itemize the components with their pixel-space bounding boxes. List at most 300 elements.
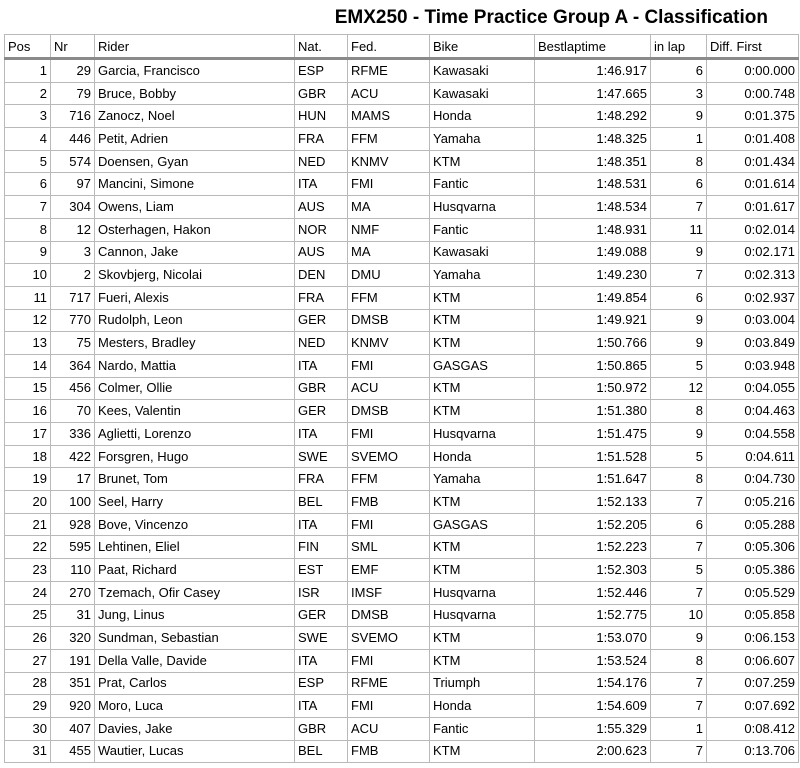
cell-nr: 320 (51, 627, 95, 650)
table-row (5, 400, 799, 423)
cell-pos: 24 (5, 581, 51, 604)
cell-bestlaptime: 1:48.531 (535, 173, 651, 196)
cell-fed: FMI (348, 423, 430, 446)
cell-pos: 8 (5, 218, 51, 241)
cell-pos: 21 (5, 513, 51, 536)
cell-nr: 97 (51, 173, 95, 196)
cell-pos: 6 (5, 173, 51, 196)
cell-rider: Prat, Carlos (95, 672, 295, 695)
cell-bike: KTM (430, 286, 535, 309)
cell-nat: ITA (295, 513, 348, 536)
cell-nr: 920 (51, 695, 95, 718)
cell-bike: Husqvarna (430, 196, 535, 219)
cell-in-lap: 5 (651, 559, 707, 582)
cell-in-lap: 6 (651, 59, 707, 83)
cell-rider: Cannon, Jake (95, 241, 295, 264)
cell-nat: ESP (295, 672, 348, 695)
cell-pos: 28 (5, 672, 51, 695)
cell-fed: RFME (348, 672, 430, 695)
table-row (5, 82, 799, 105)
cell-rider: Zanocz, Noel (95, 105, 295, 128)
table-row (5, 173, 799, 196)
table-body (5, 59, 799, 763)
cell-diff-first: 0:02.014 (707, 218, 799, 241)
cell-bike: KTM (430, 627, 535, 650)
cell-in-lap: 9 (651, 423, 707, 446)
cell-bestlaptime: 1:52.446 (535, 581, 651, 604)
table-row (5, 128, 799, 151)
cell-diff-first: 0:05.858 (707, 604, 799, 627)
cell-diff-first: 0:02.171 (707, 241, 799, 264)
cell-nat: ISR (295, 581, 348, 604)
cell-pos: 7 (5, 196, 51, 219)
cell-rider: Aglietti, Lorenzo (95, 423, 295, 446)
table-row (5, 354, 799, 377)
cell-bike: Honda (430, 445, 535, 468)
cell-fed: SVEMO (348, 445, 430, 468)
cell-fed: DMSB (348, 309, 430, 332)
cell-pos: 25 (5, 604, 51, 627)
cell-pos: 15 (5, 377, 51, 400)
cell-rider: Della Valle, Davide (95, 649, 295, 672)
cell-nr: 336 (51, 423, 95, 446)
cell-in-lap: 6 (651, 513, 707, 536)
cell-in-lap: 7 (651, 264, 707, 287)
cell-fed: FMI (348, 695, 430, 718)
cell-nr: 17 (51, 468, 95, 491)
cell-bike: Honda (430, 695, 535, 718)
cell-fed: FMB (348, 740, 430, 763)
cell-bestlaptime: 1:49.921 (535, 309, 651, 332)
cell-fed: IMSF (348, 581, 430, 604)
cell-bike: KTM (430, 400, 535, 423)
cell-fed: DMSB (348, 604, 430, 627)
cell-pos: 11 (5, 286, 51, 309)
cell-nat: ITA (295, 695, 348, 718)
cell-in-lap: 11 (651, 218, 707, 241)
cell-rider: Bove, Vincenzo (95, 513, 295, 536)
cell-fed: FMI (348, 173, 430, 196)
classification-table (4, 34, 799, 763)
cell-diff-first: 0:04.463 (707, 400, 799, 423)
table-row (5, 559, 799, 582)
cell-nat: AUS (295, 241, 348, 264)
cell-bike: KTM (430, 649, 535, 672)
cell-nat: GER (295, 604, 348, 627)
cell-pos: 1 (5, 59, 51, 83)
cell-nat: GER (295, 400, 348, 423)
cell-fed: MA (348, 196, 430, 219)
table-row (5, 604, 799, 627)
cell-in-lap: 6 (651, 286, 707, 309)
cell-pos: 22 (5, 536, 51, 559)
table-row (5, 717, 799, 740)
cell-fed: KNMV (348, 150, 430, 173)
cell-nat: AUS (295, 196, 348, 219)
cell-in-lap: 1 (651, 128, 707, 151)
page-title: EMX250 - Time Practice Group A - Classification (334, 7, 768, 28)
cell-bestlaptime: 1:54.176 (535, 672, 651, 695)
cell-nat: NED (295, 150, 348, 173)
cell-nat: ESP (295, 59, 348, 83)
cell-in-lap: 1 (651, 717, 707, 740)
cell-nat: FRA (295, 286, 348, 309)
cell-diff-first: 0:03.849 (707, 332, 799, 355)
cell-nr: 716 (51, 105, 95, 128)
header-nat: Nat. (295, 35, 348, 59)
table-row (5, 309, 799, 332)
table-row (5, 445, 799, 468)
cell-pos: 18 (5, 445, 51, 468)
cell-bike: Yamaha (430, 264, 535, 287)
cell-bike: Husqvarna (430, 423, 535, 446)
header-bike: Bike (430, 35, 535, 59)
cell-bestlaptime: 1:46.917 (535, 59, 651, 83)
table-row (5, 627, 799, 650)
cell-in-lap: 8 (651, 150, 707, 173)
header-bestlaptime: Bestlaptime (535, 35, 651, 59)
cell-in-lap: 5 (651, 445, 707, 468)
cell-diff-first: 0:04.730 (707, 468, 799, 491)
cell-pos: 5 (5, 150, 51, 173)
cell-pos: 20 (5, 491, 51, 514)
cell-rider: Doensen, Gyan (95, 150, 295, 173)
cell-pos: 26 (5, 627, 51, 650)
cell-bike: GASGAS (430, 513, 535, 536)
cell-bike: KTM (430, 536, 535, 559)
cell-in-lap: 9 (651, 309, 707, 332)
cell-bike: Husqvarna (430, 581, 535, 604)
cell-nr: 100 (51, 491, 95, 514)
cell-bestlaptime: 2:00.623 (535, 740, 651, 763)
cell-bike: Husqvarna (430, 604, 535, 627)
cell-nat: BEL (295, 740, 348, 763)
cell-diff-first: 0:02.937 (707, 286, 799, 309)
cell-in-lap: 9 (651, 332, 707, 355)
cell-nr: 304 (51, 196, 95, 219)
cell-rider: Wautier, Lucas (95, 740, 295, 763)
table-row (5, 536, 799, 559)
cell-in-lap: 7 (651, 536, 707, 559)
header-pos: Pos (5, 35, 51, 59)
table-row (5, 59, 799, 83)
cell-rider: Forsgren, Hugo (95, 445, 295, 468)
cell-diff-first: 0:04.055 (707, 377, 799, 400)
cell-nat: DEN (295, 264, 348, 287)
cell-nr: 31 (51, 604, 95, 627)
cell-bestlaptime: 1:48.534 (535, 196, 651, 219)
cell-bike: KTM (430, 309, 535, 332)
cell-rider: Petit, Adrien (95, 128, 295, 151)
cell-fed: ACU (348, 377, 430, 400)
cell-nr: 455 (51, 740, 95, 763)
table-header-row (5, 35, 799, 59)
cell-rider: Moro, Luca (95, 695, 295, 718)
cell-nr: 70 (51, 400, 95, 423)
cell-rider: Skovbjerg, Nicolai (95, 264, 295, 287)
cell-rider: Sundman, Sebastian (95, 627, 295, 650)
cell-rider: Brunet, Tom (95, 468, 295, 491)
cell-bestlaptime: 1:49.088 (535, 241, 651, 264)
table-row (5, 513, 799, 536)
cell-fed: EMF (348, 559, 430, 582)
cell-fed: ACU (348, 82, 430, 105)
cell-bike: Honda (430, 105, 535, 128)
cell-diff-first: 0:05.529 (707, 581, 799, 604)
cell-nat: ITA (295, 649, 348, 672)
cell-in-lap: 8 (651, 400, 707, 423)
cell-nat: SWE (295, 445, 348, 468)
cell-bestlaptime: 1:53.070 (535, 627, 651, 650)
table-row (5, 332, 799, 355)
cell-rider: Fueri, Alexis (95, 286, 295, 309)
cell-fed: KNMV (348, 332, 430, 355)
cell-nat: NOR (295, 218, 348, 241)
cell-bestlaptime: 1:53.524 (535, 649, 651, 672)
cell-nat: ITA (295, 354, 348, 377)
cell-bike: KTM (430, 559, 535, 582)
cell-diff-first: 0:06.607 (707, 649, 799, 672)
cell-nr: 29 (51, 59, 95, 83)
table-row (5, 491, 799, 514)
cell-bestlaptime: 1:51.528 (535, 445, 651, 468)
cell-nat: GBR (295, 717, 348, 740)
table-row (5, 740, 799, 763)
header-in-lap: in lap (651, 35, 707, 59)
table-row (5, 196, 799, 219)
cell-in-lap: 3 (651, 82, 707, 105)
cell-bestlaptime: 1:48.351 (535, 150, 651, 173)
cell-fed: SML (348, 536, 430, 559)
table-row (5, 423, 799, 446)
cell-pos: 10 (5, 264, 51, 287)
cell-nr: 928 (51, 513, 95, 536)
cell-in-lap: 7 (651, 196, 707, 219)
cell-in-lap: 12 (651, 377, 707, 400)
cell-nr: 574 (51, 150, 95, 173)
cell-rider: Kees, Valentin (95, 400, 295, 423)
cell-in-lap: 8 (651, 649, 707, 672)
table-row (5, 581, 799, 604)
cell-nr: 456 (51, 377, 95, 400)
cell-nr: 79 (51, 82, 95, 105)
cell-pos: 2 (5, 82, 51, 105)
cell-nr: 3 (51, 241, 95, 264)
cell-rider: Lehtinen, Eliel (95, 536, 295, 559)
table-row (5, 150, 799, 173)
cell-nr: 595 (51, 536, 95, 559)
cell-pos: 12 (5, 309, 51, 332)
cell-diff-first: 0:00.748 (707, 82, 799, 105)
cell-nat: FIN (295, 536, 348, 559)
cell-bike: KTM (430, 150, 535, 173)
cell-nr: 2 (51, 264, 95, 287)
cell-nr: 110 (51, 559, 95, 582)
cell-fed: FFM (348, 128, 430, 151)
cell-in-lap: 7 (651, 581, 707, 604)
cell-rider: Owens, Liam (95, 196, 295, 219)
cell-in-lap: 7 (651, 672, 707, 695)
cell-pos: 31 (5, 740, 51, 763)
cell-bestlaptime: 1:51.475 (535, 423, 651, 446)
cell-pos: 9 (5, 241, 51, 264)
cell-pos: 14 (5, 354, 51, 377)
cell-bestlaptime: 1:50.766 (535, 332, 651, 355)
cell-diff-first: 0:04.611 (707, 445, 799, 468)
cell-nat: BEL (295, 491, 348, 514)
cell-fed: NMF (348, 218, 430, 241)
cell-rider: Jung, Linus (95, 604, 295, 627)
cell-rider: Osterhagen, Hakon (95, 218, 295, 241)
cell-pos: 17 (5, 423, 51, 446)
cell-diff-first: 0:05.386 (707, 559, 799, 582)
cell-in-lap: 9 (651, 241, 707, 264)
header-fed: Fed. (348, 35, 430, 59)
cell-nat: GBR (295, 377, 348, 400)
cell-pos: 19 (5, 468, 51, 491)
cell-bike: Kawasaki (430, 241, 535, 264)
table-row (5, 286, 799, 309)
cell-bestlaptime: 1:50.972 (535, 377, 651, 400)
cell-bestlaptime: 1:52.205 (535, 513, 651, 536)
cell-rider: Bruce, Bobby (95, 82, 295, 105)
cell-fed: MAMS (348, 105, 430, 128)
cell-nr: 717 (51, 286, 95, 309)
cell-bike: Kawasaki (430, 82, 535, 105)
cell-bestlaptime: 1:55.329 (535, 717, 651, 740)
cell-rider: Tzemach, Ofir Casey (95, 581, 295, 604)
cell-bestlaptime: 1:48.931 (535, 218, 651, 241)
cell-rider: Garcia, Francisco (95, 59, 295, 83)
cell-in-lap: 9 (651, 105, 707, 128)
cell-diff-first: 0:07.692 (707, 695, 799, 718)
cell-fed: FFM (348, 468, 430, 491)
cell-in-lap: 9 (651, 627, 707, 650)
cell-rider: Mancini, Simone (95, 173, 295, 196)
cell-rider: Nardo, Mattia (95, 354, 295, 377)
cell-nr: 75 (51, 332, 95, 355)
header-diff-first: Diff. First (707, 35, 799, 59)
cell-pos: 3 (5, 105, 51, 128)
cell-bike: Yamaha (430, 468, 535, 491)
cell-rider: Rudolph, Leon (95, 309, 295, 332)
cell-bestlaptime: 1:52.775 (535, 604, 651, 627)
cell-nat: EST (295, 559, 348, 582)
cell-bestlaptime: 1:48.292 (535, 105, 651, 128)
cell-nat: ITA (295, 173, 348, 196)
cell-bike: Yamaha (430, 128, 535, 151)
cell-pos: 4 (5, 128, 51, 151)
cell-nr: 270 (51, 581, 95, 604)
cell-rider: Mesters, Bradley (95, 332, 295, 355)
cell-fed: ACU (348, 717, 430, 740)
cell-rider: Seel, Harry (95, 491, 295, 514)
cell-bike: GASGAS (430, 354, 535, 377)
cell-bike: Fantic (430, 218, 535, 241)
header-rider: Rider (95, 35, 295, 59)
cell-bestlaptime: 1:47.665 (535, 82, 651, 105)
cell-pos: 23 (5, 559, 51, 582)
cell-bike: Fantic (430, 717, 535, 740)
cell-fed: FMB (348, 491, 430, 514)
cell-bestlaptime: 1:52.303 (535, 559, 651, 582)
cell-diff-first: 0:01.375 (707, 105, 799, 128)
cell-nr: 422 (51, 445, 95, 468)
table-row (5, 105, 799, 128)
cell-nr: 12 (51, 218, 95, 241)
cell-diff-first: 0:01.614 (707, 173, 799, 196)
cell-bike: KTM (430, 332, 535, 355)
cell-diff-first: 0:03.948 (707, 354, 799, 377)
cell-bike: KTM (430, 491, 535, 514)
cell-fed: FMI (348, 649, 430, 672)
cell-nat: ITA (295, 423, 348, 446)
cell-diff-first: 0:07.259 (707, 672, 799, 695)
cell-nat: HUN (295, 105, 348, 128)
cell-nat: SWE (295, 627, 348, 650)
cell-in-lap: 7 (651, 491, 707, 514)
cell-pos: 13 (5, 332, 51, 355)
cell-bike: Fantic (430, 173, 535, 196)
cell-bestlaptime: 1:52.223 (535, 536, 651, 559)
cell-bike: Kawasaki (430, 59, 535, 83)
cell-nat: FRA (295, 128, 348, 151)
cell-bestlaptime: 1:50.865 (535, 354, 651, 377)
cell-bike: KTM (430, 740, 535, 763)
cell-pos: 29 (5, 695, 51, 718)
cell-diff-first: 0:08.412 (707, 717, 799, 740)
cell-nr: 446 (51, 128, 95, 151)
cell-nr: 351 (51, 672, 95, 695)
cell-bestlaptime: 1:48.325 (535, 128, 651, 151)
cell-pos: 30 (5, 717, 51, 740)
table-row (5, 264, 799, 287)
cell-nat: GBR (295, 82, 348, 105)
cell-diff-first: 0:01.434 (707, 150, 799, 173)
cell-bestlaptime: 1:49.230 (535, 264, 651, 287)
cell-fed: FFM (348, 286, 430, 309)
table-row (5, 241, 799, 264)
cell-fed: DMSB (348, 400, 430, 423)
table-row (5, 649, 799, 672)
cell-rider: Colmer, Ollie (95, 377, 295, 400)
cell-bestlaptime: 1:52.133 (535, 491, 651, 514)
cell-fed: RFME (348, 59, 430, 83)
cell-diff-first: 0:00.000 (707, 59, 799, 83)
cell-in-lap: 7 (651, 695, 707, 718)
cell-in-lap: 8 (651, 468, 707, 491)
cell-bestlaptime: 1:49.854 (535, 286, 651, 309)
cell-nr: 364 (51, 354, 95, 377)
cell-diff-first: 0:05.216 (707, 491, 799, 514)
table-row (5, 672, 799, 695)
cell-diff-first: 0:01.617 (707, 196, 799, 219)
cell-in-lap: 5 (651, 354, 707, 377)
cell-in-lap: 7 (651, 740, 707, 763)
cell-nat: FRA (295, 468, 348, 491)
table-row (5, 218, 799, 241)
cell-nat: NED (295, 332, 348, 355)
table-row (5, 377, 799, 400)
cell-fed: FMI (348, 354, 430, 377)
cell-diff-first: 0:05.288 (707, 513, 799, 536)
cell-diff-first: 0:02.313 (707, 264, 799, 287)
cell-diff-first: 0:03.004 (707, 309, 799, 332)
cell-in-lap: 10 (651, 604, 707, 627)
cell-diff-first: 0:01.408 (707, 128, 799, 151)
table-row (5, 695, 799, 718)
table-row (5, 468, 799, 491)
